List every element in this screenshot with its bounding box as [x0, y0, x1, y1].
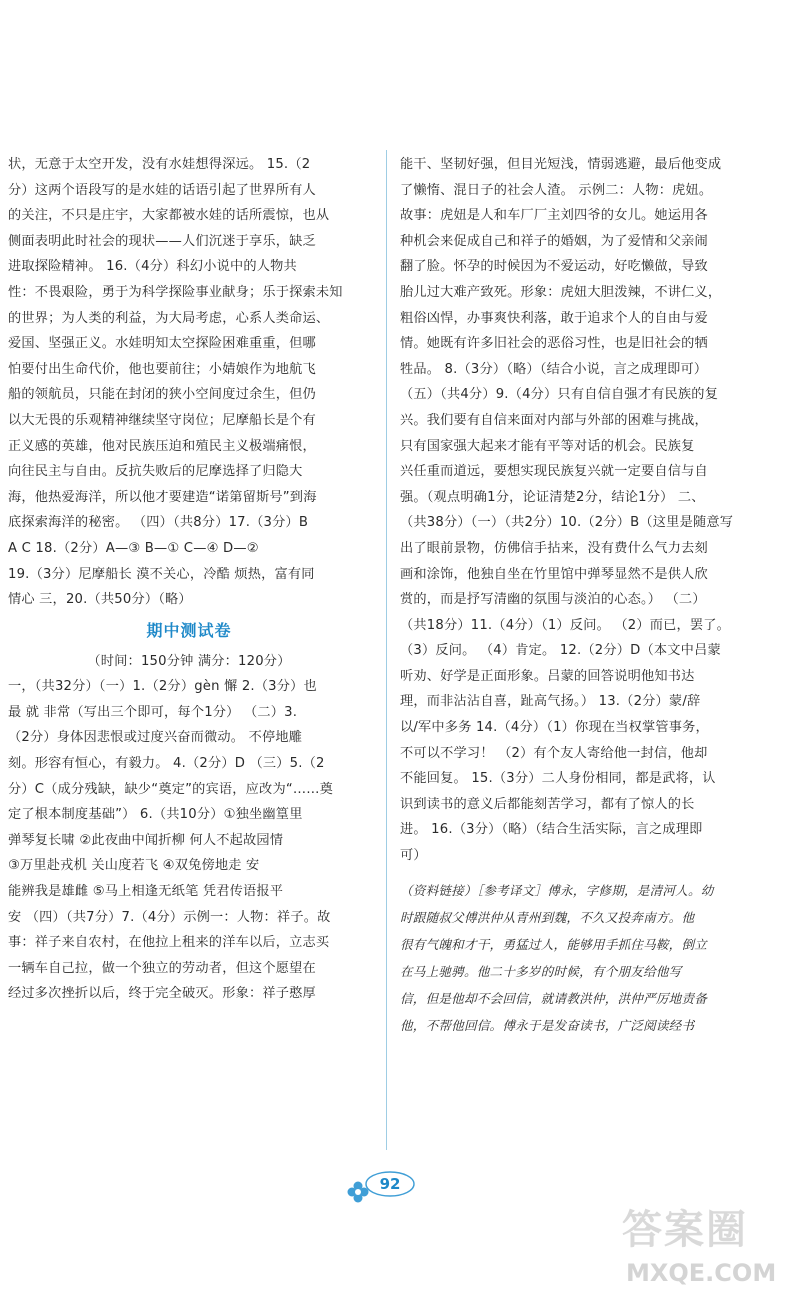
text-line: 情心 三，20.（共50分）（略）: [8, 592, 192, 608]
text-line: 进取探险精神。 16.（4分）科幻小说中的人物共: [8, 259, 297, 275]
text-line: 只有国家强大起来才能有平等对话的机会。民族复: [400, 438, 695, 454]
text-line: 向往民主与自由。反抗失败后的尼摩选择了归隐大: [8, 464, 303, 480]
text-line: （共38分）（一）（共2分）10.（2分）B（这里是随意写: [400, 515, 734, 531]
text-line: （3）反问。 （4）肯定。 12.（2分）D（本文中吕蒙: [400, 643, 721, 659]
right-column: [400, 152, 762, 1039]
text-line: 理，而非沾沾自喜，趾高气扬。） 13.（2分）蒙/辞: [400, 694, 701, 710]
text-line: 正义感的英雄，他对民族压迫和殖民主义极端痛恨，: [8, 438, 316, 454]
text-line: 翻了脸。怀孕的时候因为不爱运动，好吃懒做，导致: [400, 259, 708, 275]
text-line: 能辨我是雄雌 ⑤马上相逢无纸笔 凭君传语报平: [8, 884, 284, 900]
text-line: 识到读书的意义后都能刻苦学习，都有了惊人的长: [400, 796, 695, 812]
section-title: 期中测试卷: [146, 620, 232, 640]
text-line: A C 18.（2分）A—③ B—① C—④ D—②: [8, 540, 259, 556]
text-line: （五）（共4分）9.（4分）只有自信自强才有民族的复: [400, 387, 719, 403]
text-line: 可）: [400, 848, 427, 864]
text-line: 画和涂饰，他独自坐在竹里馆中弹琴显然不是供人欣: [400, 566, 708, 582]
text-line: 情。她既有许多旧社会的恶俗习性，也是旧社会的牺: [400, 336, 708, 352]
text-line: 侧面表明此时社会的现状——人们沉迷于享乐，缺乏: [8, 233, 316, 249]
column-divider: [386, 150, 387, 1150]
text-line: 一辆车自己拉，做一个独立的劳动者，但这个愿望在: [8, 960, 316, 976]
text-line: 不能回复。 15.（3分）二人身份相同，都是武将，认: [400, 771, 716, 787]
right-answers: [400, 152, 762, 869]
text-line: 分）这两个语段写的是水娃的话语引起了世界所有人: [8, 182, 316, 198]
text-line: 了懒惰、混日子的社会人渣。 示例二：人物：虎妞。: [400, 182, 713, 198]
left-answers-top: [8, 152, 370, 613]
text-line: 事：祥子来自农村，在他拉上租来的洋车以后，立志买: [8, 935, 330, 951]
text-line: 海，他热爱海洋，所以他才要建造“诺第留斯号”到海: [8, 489, 317, 505]
text-line: （资料链接）［参考译文］傅永，字修期，是清河人。幼: [400, 882, 714, 898]
watermark-url: MXQE.COM: [626, 1259, 777, 1287]
page-number: [344, 1166, 456, 1202]
text-line: 刻。形容有恒心，有毅力。 4.（2分）D （三）5.（2: [8, 756, 325, 772]
text-line: 很有气魄和才干，勇猛过人，能够用手抓住马鞍，倒立: [400, 936, 708, 952]
text-line: 时跟随叔父傅洪仲从青州到魏，不久又投奔南方。他: [400, 909, 695, 925]
text-line: 以大无畏的乐观精神继续坚守岗位；尼摩船长是个有: [8, 412, 316, 428]
text-line: 最 就 非常（写出三个即可，每个1分） （二）3.: [8, 704, 298, 720]
text-line: 不可以不学习！ （2）有个友人寄给他一封信，他却: [400, 745, 708, 761]
text-line: 听劝、好学是正面形象。吕蒙的回答说明他知书达: [400, 668, 695, 684]
text-line: ③万里赴戎机 关山度若飞 ④双兔傍地走 安: [8, 858, 260, 874]
text-line: 兴。我们要有自信来面对内部与外部的困难与挑战，: [400, 412, 708, 428]
text-line: 的世界；为人类的利益，为大局考虑，心系人类命运、: [8, 310, 330, 326]
text-line: 弹琴复长啸 ②此夜曲中闻折柳 何人不起故园情: [8, 832, 284, 848]
text-line: （共18分）11.（4分）（1）反问。 （2）而已，罢了。: [400, 617, 731, 633]
text-line: 底探索海洋的秘密。 （四）（共8分）17.（3分）B: [8, 515, 309, 531]
text-line: 船的领航员，只能在封闭的狭小空间度过余生，但仍: [8, 387, 316, 403]
text-line: 胎儿过大难产致死。形象：虎妞大胆泼辣，不讲仁义，: [400, 284, 722, 300]
text-line: 一，（共32分）（一）1.（2分）gèn 懈 2.（3分）也: [8, 679, 317, 695]
text-line: 牲品。 8.（3分）（略）（结合小说，言之成理即可）: [400, 361, 708, 377]
text-line: 的关注，不只是庄宇，大家都被水娃的话所震惊，也从: [8, 208, 330, 224]
text-line: 赏的，而是抒写清幽的氛围与淡泊的心态。） （二）: [400, 592, 706, 608]
text-line: 状，无意于太空开发，没有水娃想得深远。 15.（2: [8, 157, 311, 172]
left-column: [8, 152, 370, 1007]
text-line: 故事：虎妞是人和车厂厂主刘四爷的女儿。她运用各: [400, 208, 708, 224]
text-line: 进。 16.（3分）（略）（结合生活实际，言之成理即: [400, 822, 703, 838]
text-line: 兴任重而道远，要想实现民族复兴就一定要自信与自: [400, 464, 708, 480]
text-line: 19.（3分）尼摩船长 漠不关心，冷酷 烦热，富有同: [8, 566, 315, 582]
reference-translation: [400, 877, 762, 1039]
text-line: 他，不帮他回信。傅永于是发奋读书，广泛阅读经书: [400, 1017, 695, 1033]
text-line: 以/军中多务 14.（4分）（1）你现在当权掌管事务，: [400, 720, 709, 736]
text-line: 怕要付出生命代价，他也要前往；小婧娘作为地航飞: [8, 361, 316, 377]
text-line: 定了根本制度基础”） 6.（共10分）①独坐幽篁里: [8, 807, 303, 823]
text-line: 分）C（成分残缺，缺少“奠定”的宾语，应改为“……奠: [8, 781, 334, 797]
text-line: 爱国、坚强正义。水娃明知太空探险困难重重，但哪: [8, 336, 316, 352]
watermark-text: 答案圈: [622, 1207, 748, 1253]
text-line: 在马上驰骋。他二十多岁的时候，有个朋友给他写: [400, 963, 682, 979]
page-number-text: 92: [379, 1175, 401, 1193]
exam-info: （时间：150分钟 满分：120分）: [87, 653, 291, 669]
spacer: [400, 869, 762, 877]
text-line: 种机会来促成自己和祥子的婚姻，为了爱情和父亲闹: [400, 233, 708, 249]
text-line: （2分）身体因悲恨或过度兴奋而微动。 不停地雕: [8, 730, 303, 746]
text-line: 信，但是他却不会回信，就请教洪仲，洪仲严厉地责备: [400, 990, 708, 1006]
left-answers-bottom: [8, 674, 370, 1007]
watermark: [596, 1200, 796, 1296]
text-line: 经过多次挫折以后，终于完全破灭。形象：祥子憨厚: [8, 986, 316, 1002]
text-line: 强。（观点明确1分，论证清楚2分，结论1分） 二、: [400, 489, 705, 505]
text-line: 粗俗凶悍，办事爽快利落，敢于追求个人的自由与爱: [400, 310, 708, 326]
text-line: 出了眼前景物，仿佛信手拈来，没有费什么气力去刻: [400, 540, 708, 556]
text-line: 能干、坚韧好强，但目光短浅，情弱逃避，最后他变成: [400, 157, 722, 172]
text-line: 安 （四）（共7分）7.（4分）示例一：人物：祥子。故: [8, 909, 331, 925]
text-line: 性：不畏艰险，勇于为科学探险事业献身；乐于探索未知: [8, 284, 343, 300]
